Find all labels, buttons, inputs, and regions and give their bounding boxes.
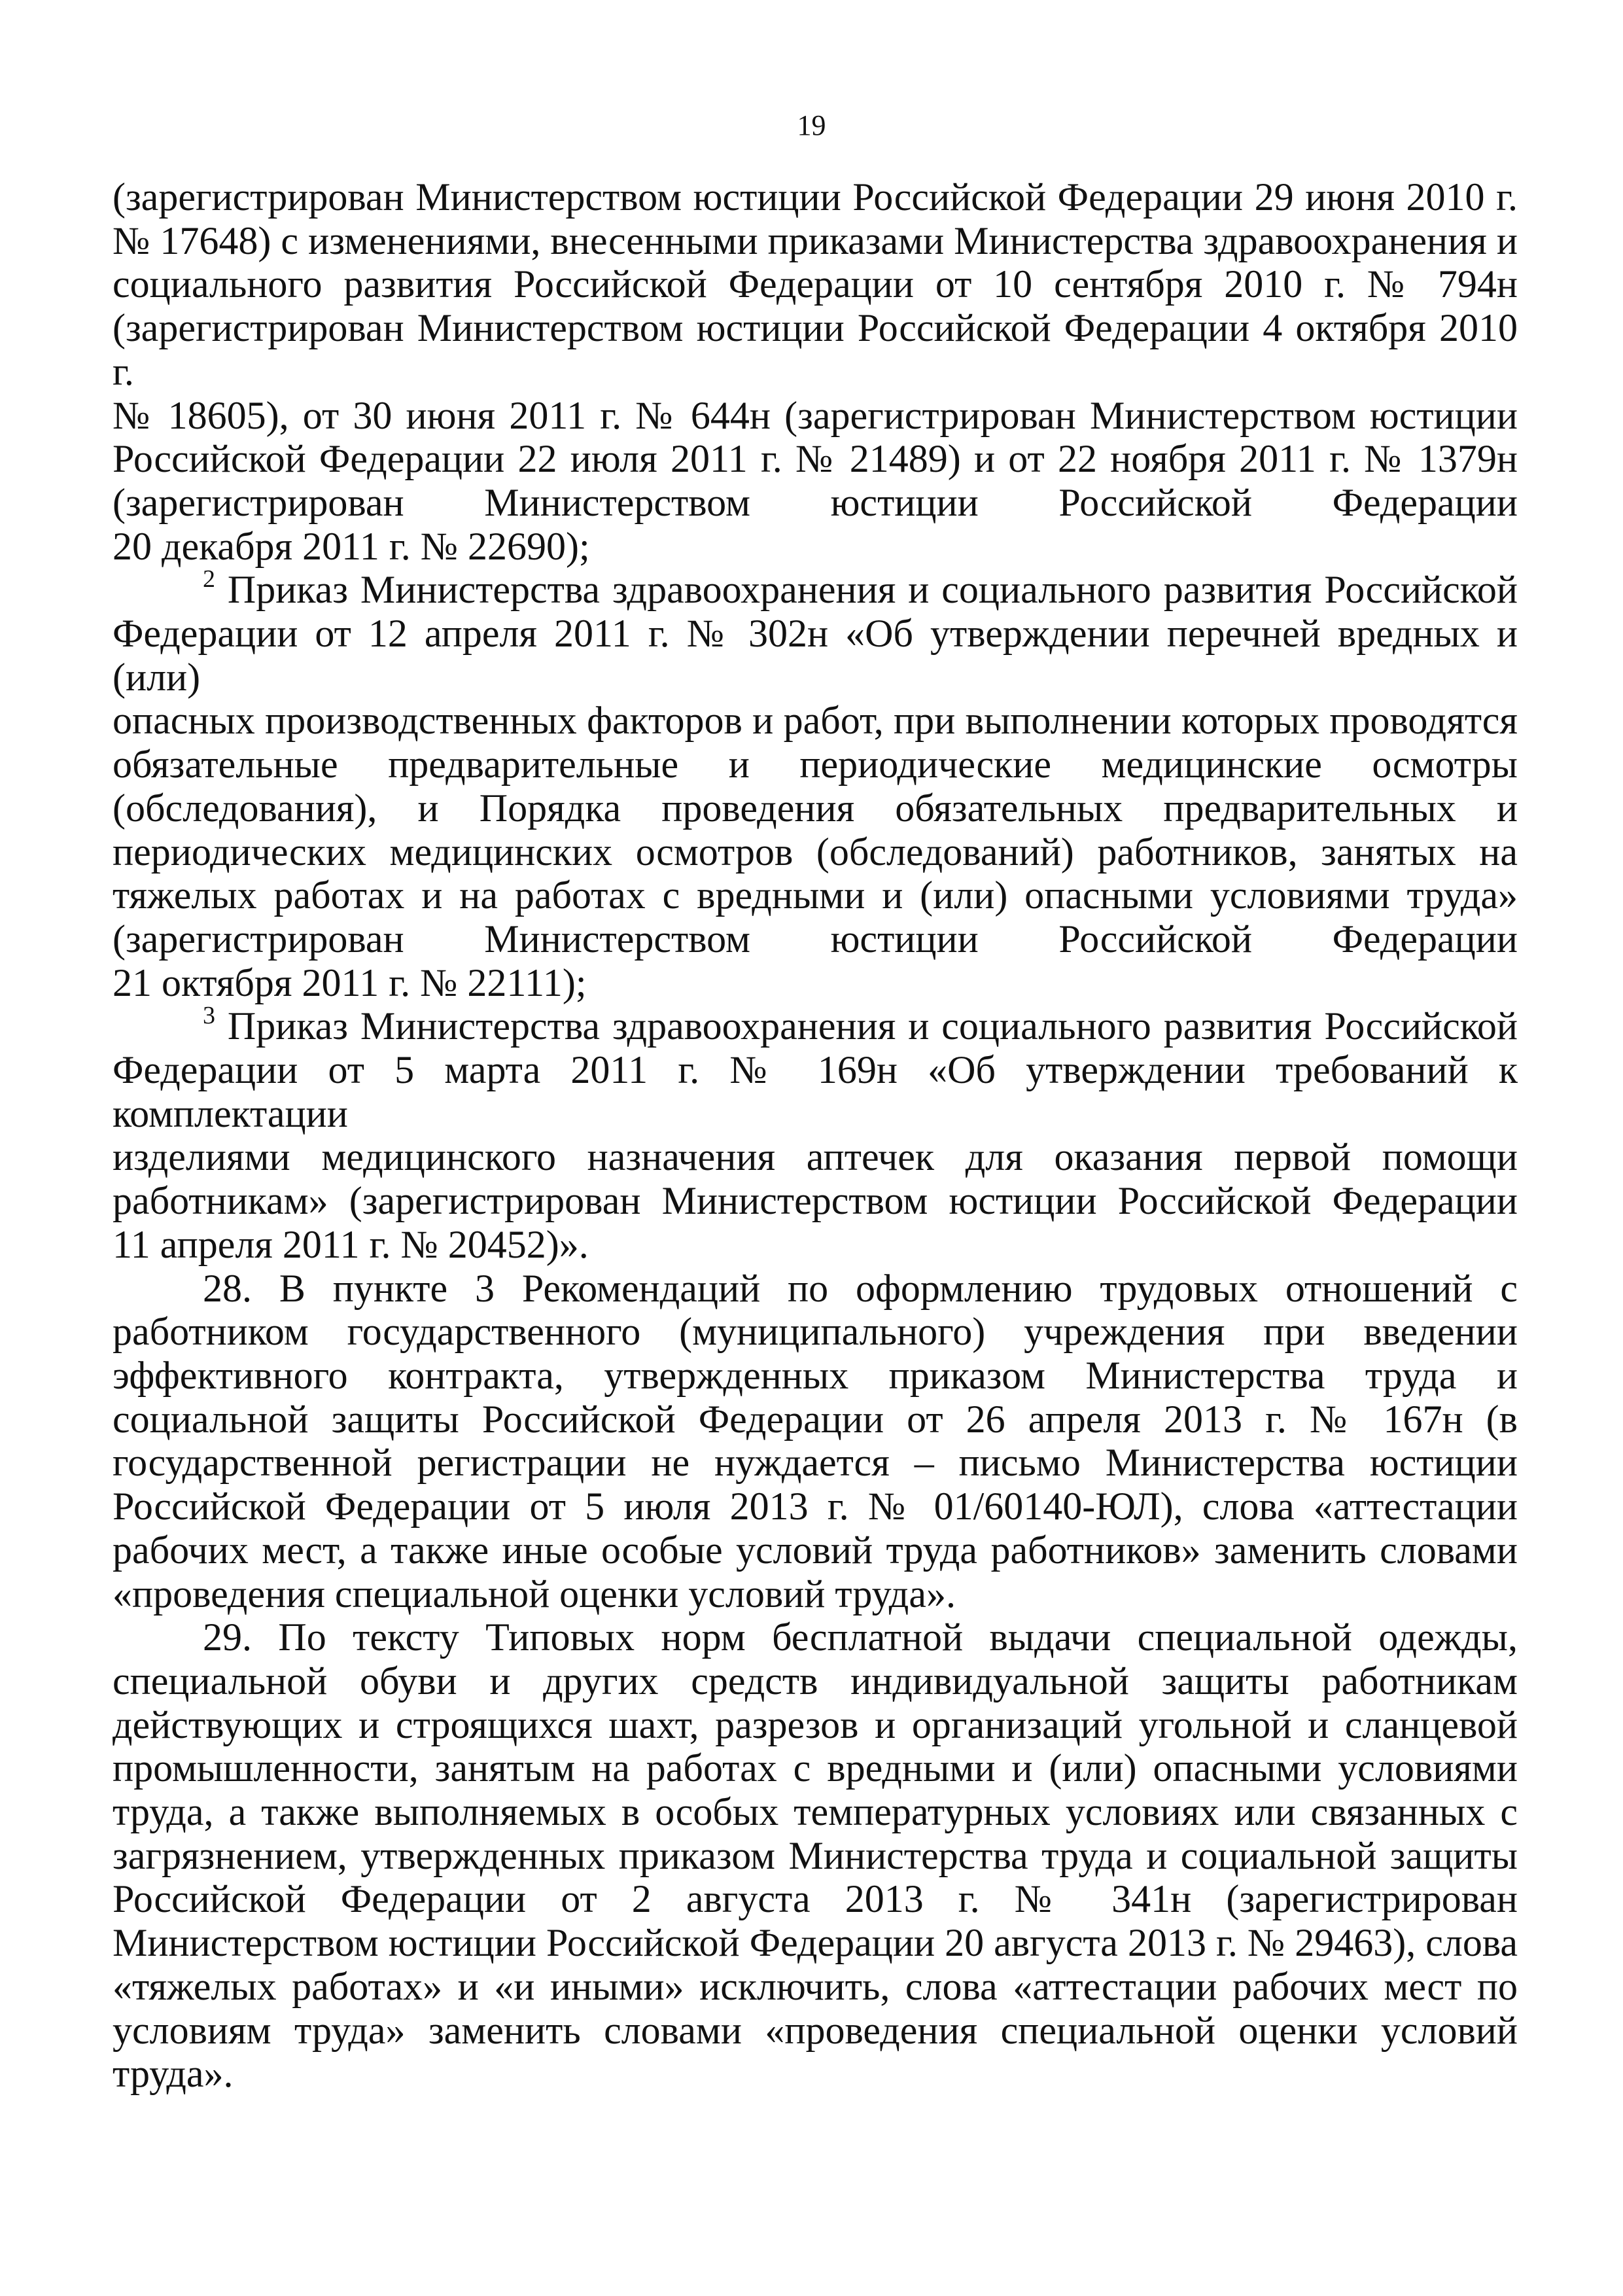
- text-line: «тяжелых работах» и «и иными» исключить, слова «аттестации рабочих мест по: [113, 1964, 1518, 2008]
- text-line: Российской Федерации от 5 июля 2013 г. № 01/60140-ЮЛ), слова «аттестации: [113, 1485, 1518, 1528]
- text-line: работником государственного (муниципального) учреждения при введении: [113, 1310, 1518, 1354]
- item-29: [113, 1616, 1518, 2096]
- text-line: Российской Федерации 22 июля 2011 г. № 21489) и от 22 ноября 2011 г. № 1379н: [113, 437, 1518, 481]
- text-line: труда, а также выполняемых в особых температурных условиях или связанных с: [113, 1790, 1518, 1834]
- text-line: (зарегистрирован Министерством юстиции Российской Федерации: [113, 917, 1518, 961]
- text-line: государственной регистрации не нуждается – письмо Министерства юстиции: [113, 1441, 1518, 1485]
- text-line: действующих и строящихся шахт, разрезов и организаций угольной и сланцевой: [113, 1703, 1518, 1746]
- text-line: [113, 565, 1518, 612]
- text-line: 11 апреля 2011 г. № 20452)».: [113, 1222, 589, 1266]
- text-line: (зарегистрирован Министерством юстиции Российской Федерации 29 июня 2010 г.: [113, 175, 1518, 219]
- text-line: Федерации от 5 марта 2011 г. № 169н «Об утверждении требований к комплектации: [113, 1048, 1518, 1135]
- text-line: изделиями медицинского назначения аптечек для оказания первой помощи: [113, 1135, 1518, 1179]
- text-line: 28. В пункте 3 Рекомендаций по оформлению трудовых отношений с: [203, 1266, 1518, 1310]
- text-line: Российской Федерации от 2 августа 2013 г. № 341н (зарегистрирован: [113, 1877, 1518, 1921]
- footnote-text: Приказ Министерства здравоохранения и социального развития Российской: [227, 568, 1518, 612]
- footnote-mark: 2: [203, 565, 215, 593]
- text-line: труда».: [113, 2052, 234, 2096]
- text-line: социальной защиты Российской Федерации от 26 апреля 2013 г. № 167н (в: [113, 1397, 1518, 1441]
- document-body: [113, 175, 1518, 2096]
- text-line: специальной обуви и других средств индивидуальной защиты работникам: [113, 1659, 1518, 1703]
- item-28: [113, 1267, 1518, 1616]
- text-line: № 17648) с изменениями, внесенными приказами Министерства здравоохранения и: [113, 219, 1518, 262]
- text-line: периодических медицинских осмотров (обследований) работников, занятых на: [113, 830, 1518, 874]
- text-line: 21 октября 2011 г. № 22111);: [113, 961, 587, 1004]
- text-line: [113, 1004, 1518, 1048]
- footnote-mark: 3: [203, 1002, 215, 1030]
- text-line: Министерством юстиции Российской Федерации 20 августа 2013 г. № 29463), слова: [113, 1921, 1518, 1965]
- text-line: (зарегистрирован Министерством юстиции Российской Федерации 4 октября 2010 г.: [113, 306, 1518, 393]
- text-line: (зарегистрирован Министерством юстиции Российской Федерации: [113, 480, 1518, 524]
- page-number: 19: [797, 109, 826, 141]
- text-line: тяжелых работах и на работах с вредными и (или) опасными условиями труда»: [113, 874, 1518, 917]
- text-line: рабочих мест, а также иные особые условий труда работников» заменить словами: [113, 1528, 1518, 1572]
- continuation-paragraph: [113, 175, 1518, 568]
- text-line: социального развития Российской Федерации от 10 сентября 2010 г. № 794н: [113, 262, 1518, 306]
- text-line: опасных производственных факторов и работ, при выполнении которых проводятся: [113, 699, 1518, 743]
- text-line: № 18605), от 30 июня 2011 г. № 644н (зарегистрирован Министерством юстиции: [113, 393, 1518, 437]
- text-line: условиям труда» заменить словами «проведения специальной оценки условий: [113, 2008, 1518, 2052]
- footnote-2: [113, 565, 1518, 1004]
- text-line: эффективного контракта, утвержденных приказом Министерства труда и: [113, 1353, 1518, 1397]
- footnote-text: Приказ Министерства здравоохранения и социального развития Российской: [227, 1004, 1518, 1048]
- text-line: обязательные предварительные и периодические медицинские осмотры: [113, 743, 1518, 786]
- text-line: «проведения специальной оценки условий труда».: [113, 1572, 956, 1616]
- text-line: Федерации от 12 апреля 2011 г. № 302н «Об утверждении перечней вредных и (или): [113, 612, 1518, 699]
- text-line: 29. По тексту Типовых норм бесплатной выдачи специальной одежды,: [203, 1616, 1518, 1659]
- text-line: (обследования), и Порядка проведения обязательных предварительных и: [113, 786, 1518, 830]
- text-line: промышленности, занятым на работах с вредными и (или) опасными условиями: [113, 1746, 1518, 1790]
- footnote-3: [113, 1004, 1518, 1266]
- text-line: загрязнением, утвержденных приказом Министерства труда и социальной защиты: [113, 1833, 1518, 1877]
- text-line: работникам» (зарегистрирован Министерством юстиции Российской Федерации: [113, 1179, 1518, 1223]
- text-line: 20 декабря 2011 г. № 22690);: [113, 524, 590, 568]
